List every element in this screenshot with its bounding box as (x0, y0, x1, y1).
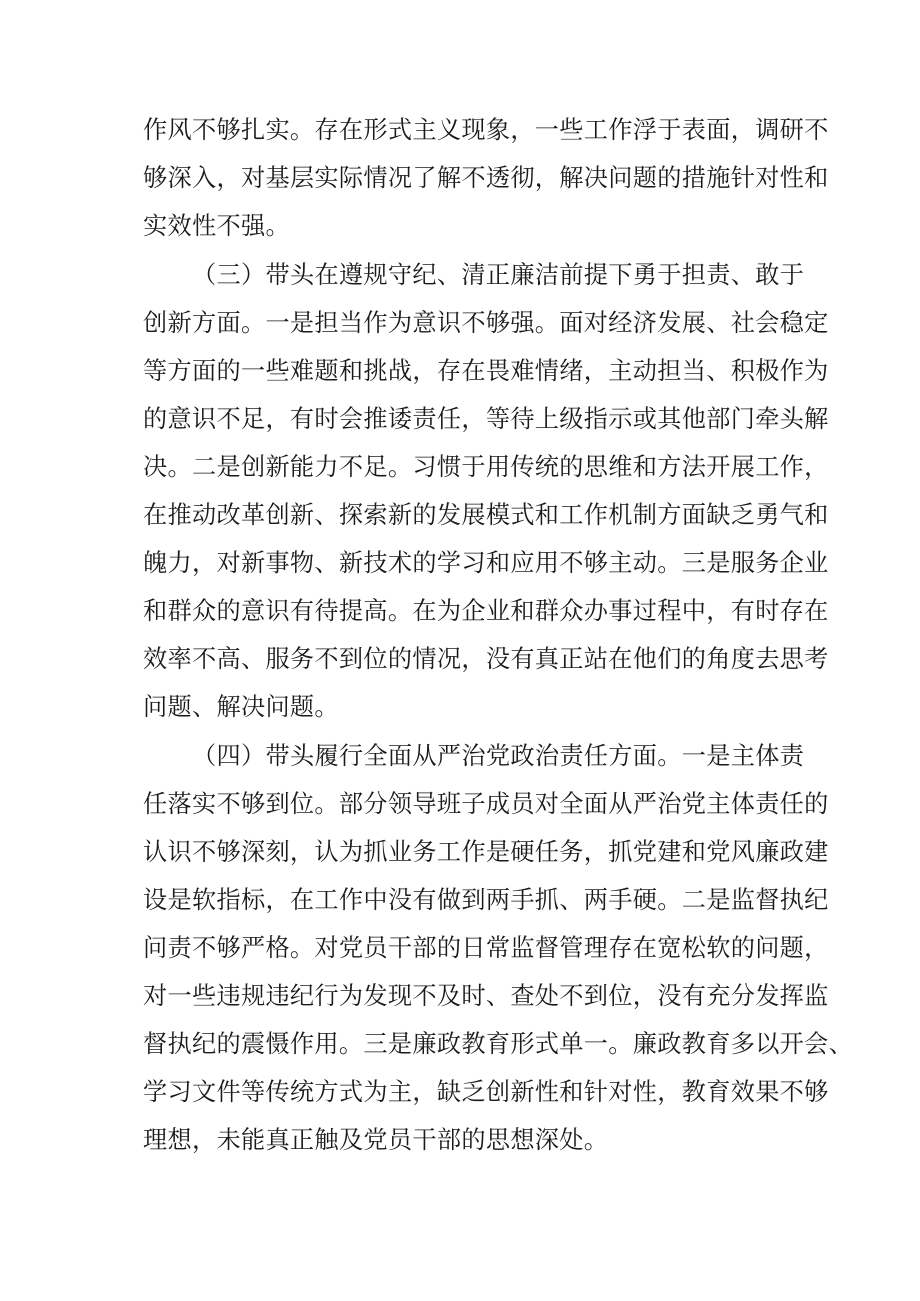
text-line: 等方面的一些难题和挑战，存在畏难情绪，主动担当、积极作为 (143, 357, 829, 385)
text-line: 够深入，对基层实际情况了解不透彻，解决问题的措施针对性和 (143, 164, 829, 192)
text-line: 和群众的意识有待提高。在为企业和群众办事过程中，有时存在 (143, 597, 829, 625)
text-line: 问责不够严格。对党员干部的日常监督管理存在宽松软的问题， (143, 934, 829, 962)
text-line: 创新方面。一是担当作为意识不够强。面对经济发展、社会稳定 (143, 309, 829, 337)
text-line: 魄力，对新事物、新技术的学习和应用不够主动。三是服务企业 (143, 549, 829, 577)
text-line: 实效性不强。 (143, 212, 290, 240)
text-line: 任落实不够到位。部分领导班子成员对全面从严治党主体责任的 (143, 790, 829, 818)
text-line: 督执纪的震慑作用。三是廉政教育形式单一。廉政教育多以开会、 (143, 1030, 854, 1058)
text-line: 的意识不足，有时会推诿责任，等待上级指示或其他部门牵头解 (143, 405, 829, 433)
text-line: 作风不够扎实。存在形式主义现象，一些工作浮于表面，调研不 (143, 116, 829, 144)
text-line: 学习文件等传统方式为主，缺乏创新性和针对性，教育效果不够 (143, 1078, 829, 1106)
text-line: 对一些违规违纪行为发现不及时、查处不到位，没有充分发挥监 (143, 982, 829, 1010)
text-line: 问题、解决问题。 (143, 693, 339, 721)
text-line: 理想，未能真正触及党员干部的思想深处。 (143, 1126, 609, 1154)
text-line: 在推动改革创新、探索新的发展模式和工作机制方面缺乏勇气和 (143, 501, 829, 529)
text-line: 认识不够深刻，认为抓业务工作是硬任务，抓党建和党风廉政建 (143, 838, 829, 866)
paragraph-heading-line: （三）带头在遵规守纪、清正廉洁前提下勇于担责、敢于 (192, 261, 805, 289)
text-line: 效率不高、服务不到位的情况，没有真正站在他们的角度去思考 (143, 645, 829, 673)
paragraph-heading-line: （四）带头履行全面从严治党政治责任方面。一是主体责 (192, 742, 805, 770)
text-line: 设是软指标，在工作中没有做到两手抓、两手硬。二是监督执纪 (143, 886, 829, 914)
text-line: 决。二是创新能力不足。习惯于用传统的思维和方法开展工作， (143, 453, 829, 481)
